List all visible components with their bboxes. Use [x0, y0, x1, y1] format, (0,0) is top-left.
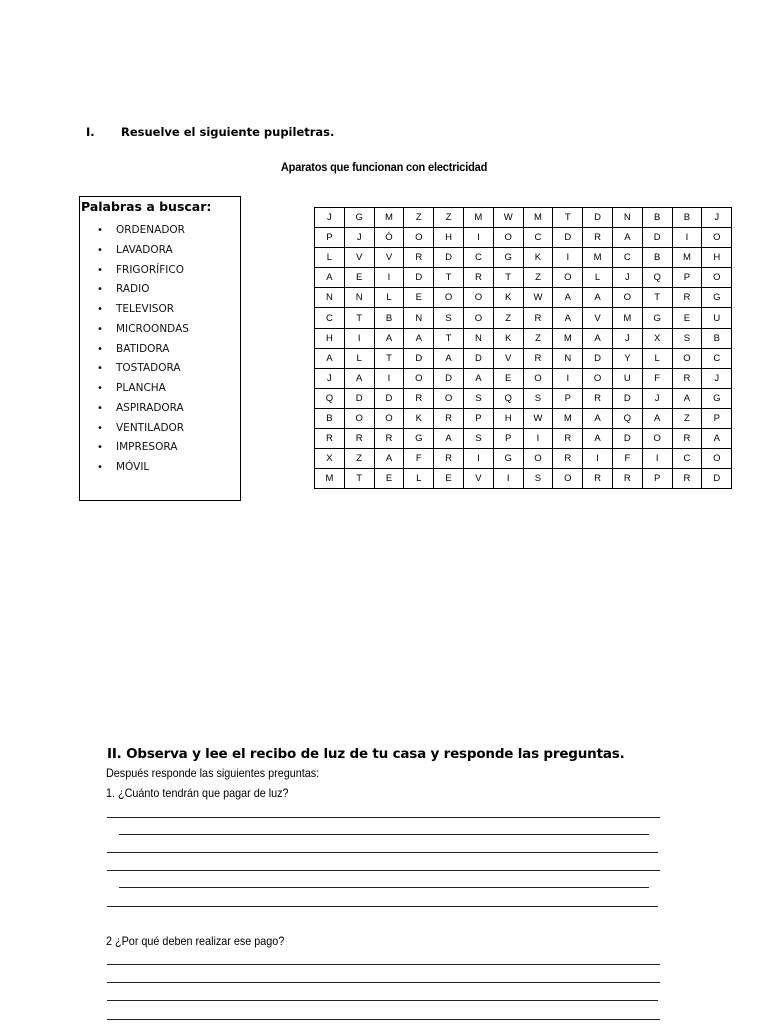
- word-list-item: • RADIO: [80, 280, 189, 300]
- grid-cell: I: [553, 248, 583, 268]
- grid-cell: S: [672, 328, 702, 348]
- question-1: 1. ¿Cuánto tendrán que pagar de luz?: [106, 786, 289, 800]
- grid-cell: O: [612, 288, 642, 308]
- answer-line: [107, 982, 660, 983]
- section-2-heading: II. Observa y lee el recibo de luz de tu casa y responde las preguntas.: [107, 746, 625, 762]
- grid-row: [315, 308, 732, 328]
- grid-row: [315, 288, 732, 308]
- grid-cell: V: [583, 308, 613, 328]
- grid-cell: L: [344, 348, 374, 368]
- grid-row: [315, 248, 732, 268]
- grid-cell: D: [612, 388, 642, 408]
- grid-cell: K: [493, 288, 523, 308]
- grid-cell: D: [583, 208, 613, 228]
- grid-cell: J: [702, 208, 732, 228]
- grid-cell: M: [612, 308, 642, 328]
- grid-row: [315, 408, 732, 428]
- grid-cell: V: [493, 348, 523, 368]
- grid-cell: I: [583, 449, 613, 469]
- answer-line: [107, 817, 660, 818]
- grid-cell: O: [374, 408, 404, 428]
- grid-cell: S: [523, 388, 553, 408]
- word-list-item: • IMPRESORA: [80, 438, 189, 458]
- grid-cell: B: [672, 208, 702, 228]
- grid-cell: T: [374, 348, 404, 368]
- word-list-item: • PLANCHA: [80, 379, 189, 399]
- grid-row: [315, 388, 732, 408]
- grid-cell: J: [315, 368, 345, 388]
- grid-cell: G: [404, 429, 434, 449]
- grid-cell: R: [434, 449, 464, 469]
- grid-cell: L: [374, 288, 404, 308]
- grid-cell: D: [642, 228, 672, 248]
- grid-cell: C: [672, 449, 702, 469]
- grid-cell: D: [553, 228, 583, 248]
- grid-cell: N: [463, 328, 493, 348]
- grid-cell: O: [702, 228, 732, 248]
- grid-cell: P: [702, 408, 732, 428]
- grid-cell: D: [463, 348, 493, 368]
- grid-cell: K: [404, 408, 434, 428]
- grid-cell: N: [553, 348, 583, 368]
- grid-cell: Z: [344, 449, 374, 469]
- word-list-item: • ASPIRADORA: [80, 399, 189, 419]
- grid-cell: E: [374, 469, 404, 489]
- grid-cell: P: [315, 228, 345, 248]
- grid-cell: O: [523, 449, 553, 469]
- answer-line: [107, 906, 658, 907]
- grid-cell: Ó: [374, 228, 404, 248]
- grid-cell: A: [612, 228, 642, 248]
- grid-row: [315, 208, 732, 228]
- grid-cell: M: [523, 208, 553, 228]
- grid-cell: L: [583, 268, 613, 288]
- grid-cell: A: [374, 328, 404, 348]
- grid-cell: E: [404, 288, 434, 308]
- grid-cell: N: [315, 288, 345, 308]
- grid-cell: L: [315, 248, 345, 268]
- grid-cell: Y: [612, 348, 642, 368]
- grid-cell: G: [493, 449, 523, 469]
- grid-cell: I: [523, 429, 553, 449]
- grid-cell: G: [702, 388, 732, 408]
- grid-cell: F: [404, 449, 434, 469]
- grid-cell: Q: [612, 408, 642, 428]
- grid-cell: B: [642, 208, 672, 228]
- grid-row: [315, 429, 732, 449]
- grid-cell: E: [672, 308, 702, 328]
- grid-cell: D: [434, 368, 464, 388]
- grid-cell: E: [493, 368, 523, 388]
- grid-cell: I: [374, 368, 404, 388]
- grid-cell: R: [404, 388, 434, 408]
- grid-cell: L: [642, 348, 672, 368]
- grid-cell: R: [672, 429, 702, 449]
- grid-cell: S: [523, 469, 553, 489]
- grid-cell: C: [702, 348, 732, 368]
- grid-cell: A: [583, 288, 613, 308]
- grid-cell: I: [672, 228, 702, 248]
- grid-cell: O: [434, 388, 464, 408]
- grid-cell: A: [553, 308, 583, 328]
- grid-cell: E: [344, 268, 374, 288]
- grid-row: [315, 469, 732, 489]
- grid-cell: A: [315, 348, 345, 368]
- grid-cell: O: [344, 408, 374, 428]
- grid-cell: O: [463, 288, 493, 308]
- grid-cell: R: [434, 408, 464, 428]
- grid-cell: I: [493, 469, 523, 489]
- word-list-item: • TOSTADORA: [80, 359, 189, 379]
- grid-cell: I: [463, 228, 493, 248]
- grid-cell: O: [523, 368, 553, 388]
- answer-line: [107, 1019, 660, 1020]
- grid-cell: R: [523, 348, 553, 368]
- grid-row: [315, 268, 732, 288]
- grid-cell: W: [493, 208, 523, 228]
- grid-row: [315, 348, 732, 368]
- grid-cell: A: [374, 449, 404, 469]
- grid-cell: O: [553, 268, 583, 288]
- puzzle-title: Aparatos que funcionan con electricidad: [280, 160, 488, 174]
- word-search-grid: [314, 207, 732, 489]
- grid-cell: Z: [434, 208, 464, 228]
- grid-cell: W: [523, 288, 553, 308]
- grid-cell: W: [523, 408, 553, 428]
- grid-cell: P: [642, 469, 672, 489]
- answer-line: [119, 887, 649, 888]
- grid-cell: M: [553, 328, 583, 348]
- word-list-item: • VENTILADOR: [80, 419, 189, 439]
- grid-cell: P: [672, 268, 702, 288]
- grid-cell: N: [612, 208, 642, 228]
- grid-cell: F: [642, 368, 672, 388]
- grid-cell: J: [612, 328, 642, 348]
- grid-cell: C: [523, 228, 553, 248]
- grid-cell: Z: [523, 268, 553, 288]
- grid-cell: X: [642, 328, 672, 348]
- grid-cell: S: [434, 308, 464, 328]
- grid-cell: A: [434, 348, 464, 368]
- grid-cell: Q: [493, 388, 523, 408]
- grid-cell: J: [642, 388, 672, 408]
- grid-cell: G: [702, 288, 732, 308]
- grid-cell: S: [463, 429, 493, 449]
- grid-cell: D: [612, 429, 642, 449]
- grid-cell: M: [374, 208, 404, 228]
- grid-cell: A: [344, 368, 374, 388]
- grid-cell: I: [463, 449, 493, 469]
- grid-cell: Z: [672, 408, 702, 428]
- grid-cell: R: [583, 228, 613, 248]
- word-box-title: Palabras a buscar:: [81, 199, 212, 214]
- grid-cell: G: [344, 208, 374, 228]
- grid-cell: D: [374, 388, 404, 408]
- grid-cell: R: [404, 248, 434, 268]
- word-list-item: • FRIGORÍFICO: [80, 261, 189, 281]
- grid-cell: B: [315, 408, 345, 428]
- grid-cell: A: [583, 429, 613, 449]
- grid-cell: A: [553, 288, 583, 308]
- grid-cell: P: [463, 408, 493, 428]
- grid-cell: R: [672, 469, 702, 489]
- grid-cell: E: [434, 469, 464, 489]
- grid-row: [315, 368, 732, 388]
- grid-cell: A: [404, 328, 434, 348]
- grid-cell: X: [315, 449, 345, 469]
- grid-cell: K: [523, 248, 553, 268]
- grid-cell: O: [553, 469, 583, 489]
- grid-cell: A: [315, 268, 345, 288]
- grid-cell: D: [434, 248, 464, 268]
- grid-cell: J: [344, 228, 374, 248]
- grid-cell: T: [642, 288, 672, 308]
- grid-cell: D: [702, 469, 732, 489]
- grid-cell: O: [702, 449, 732, 469]
- grid-cell: N: [344, 288, 374, 308]
- grid-cell: R: [523, 308, 553, 328]
- grid-cell: A: [583, 408, 613, 428]
- grid-cell: O: [404, 228, 434, 248]
- answer-line: [107, 964, 660, 965]
- grid-cell: H: [434, 228, 464, 248]
- grid-cell: G: [642, 308, 672, 328]
- grid-cell: R: [583, 388, 613, 408]
- word-list-item: • MÓVIL: [80, 458, 189, 478]
- word-list: [80, 221, 189, 478]
- grid-cell: R: [672, 368, 702, 388]
- grid-cell: R: [583, 469, 613, 489]
- grid-cell: T: [344, 308, 374, 328]
- word-list-item: • BATIDORA: [80, 340, 189, 360]
- grid-cell: I: [374, 268, 404, 288]
- grid-cell: T: [553, 208, 583, 228]
- grid-cell: Q: [642, 268, 672, 288]
- grid-cell: I: [344, 328, 374, 348]
- answer-line: [107, 1000, 658, 1001]
- grid-cell: T: [493, 268, 523, 288]
- grid-cell: K: [493, 328, 523, 348]
- grid-cell: J: [612, 268, 642, 288]
- grid-cell: R: [315, 429, 345, 449]
- grid-cell: I: [642, 449, 672, 469]
- grid-cell: S: [463, 388, 493, 408]
- grid-cell: B: [642, 248, 672, 268]
- word-list-item: • MICROONDAS: [80, 320, 189, 340]
- grid-cell: J: [315, 208, 345, 228]
- question-2: 2 ¿Por qué deben realizar ese pago?: [106, 934, 285, 948]
- grid-row: [315, 228, 732, 248]
- grid-cell: V: [463, 469, 493, 489]
- grid-cell: M: [463, 208, 493, 228]
- grid-cell: M: [583, 248, 613, 268]
- grid-row: [315, 328, 732, 348]
- grid-cell: A: [642, 408, 672, 428]
- grid-cell: H: [493, 408, 523, 428]
- grid-cell: B: [374, 308, 404, 328]
- answer-line: [107, 852, 658, 853]
- section-2-subtitle: Después responde las siguientes preguntas:: [106, 766, 320, 780]
- grid-cell: O: [404, 368, 434, 388]
- grid-cell: A: [463, 368, 493, 388]
- grid-cell: V: [344, 248, 374, 268]
- grid-cell: H: [315, 328, 345, 348]
- grid-cell: R: [463, 268, 493, 288]
- grid-cell: P: [493, 429, 523, 449]
- grid-cell: O: [493, 228, 523, 248]
- grid-cell: R: [344, 429, 374, 449]
- grid-cell: R: [553, 449, 583, 469]
- grid-cell: D: [404, 268, 434, 288]
- grid-cell: T: [434, 328, 464, 348]
- grid-cell: L: [404, 469, 434, 489]
- grid-cell: D: [344, 388, 374, 408]
- grid-cell: T: [344, 469, 374, 489]
- grid-cell: D: [404, 348, 434, 368]
- grid-cell: U: [702, 308, 732, 328]
- grid-cell: M: [553, 408, 583, 428]
- grid-row: [315, 449, 732, 469]
- word-list-item: • ORDENADOR: [80, 221, 189, 241]
- grid-cell: I: [553, 368, 583, 388]
- grid-cell: M: [315, 469, 345, 489]
- grid-cell: R: [612, 469, 642, 489]
- grid-cell: U: [612, 368, 642, 388]
- answer-line: [119, 834, 649, 835]
- grid-cell: O: [642, 429, 672, 449]
- grid-cell: O: [434, 288, 464, 308]
- grid-cell: D: [583, 348, 613, 368]
- grid-cell: M: [672, 248, 702, 268]
- grid-cell: G: [493, 248, 523, 268]
- section-1-number: I.: [86, 125, 95, 139]
- grid-cell: A: [672, 388, 702, 408]
- grid-cell: O: [702, 268, 732, 288]
- grid-cell: H: [702, 248, 732, 268]
- grid-cell: Z: [523, 328, 553, 348]
- grid-cell: R: [374, 429, 404, 449]
- grid-cell: N: [404, 308, 434, 328]
- grid-cell: A: [583, 328, 613, 348]
- grid-cell: A: [702, 429, 732, 449]
- section-1-instruction: Resuelve el siguiente pupiletras.: [121, 125, 335, 139]
- word-box: [79, 196, 241, 501]
- grid-cell: V: [374, 248, 404, 268]
- grid-cell: Z: [493, 308, 523, 328]
- grid-cell: T: [434, 268, 464, 288]
- grid-cell: O: [672, 348, 702, 368]
- word-list-item: • TELEVISOR: [80, 300, 189, 320]
- grid-cell: J: [702, 368, 732, 388]
- grid-cell: Z: [404, 208, 434, 228]
- grid-cell: Q: [315, 388, 345, 408]
- grid-cell: C: [463, 248, 493, 268]
- grid-cell: R: [553, 429, 583, 449]
- grid-cell: O: [463, 308, 493, 328]
- grid-cell: P: [553, 388, 583, 408]
- grid-cell: B: [702, 328, 732, 348]
- word-list-item: • LAVADORA: [80, 241, 189, 261]
- grid-cell: C: [612, 248, 642, 268]
- grid-cell: C: [315, 308, 345, 328]
- grid-cell: O: [583, 368, 613, 388]
- grid-cell: A: [434, 429, 464, 449]
- grid-cell: R: [672, 288, 702, 308]
- answer-line: [107, 870, 660, 871]
- grid-cell: F: [612, 449, 642, 469]
- section-1-heading: [86, 125, 334, 139]
